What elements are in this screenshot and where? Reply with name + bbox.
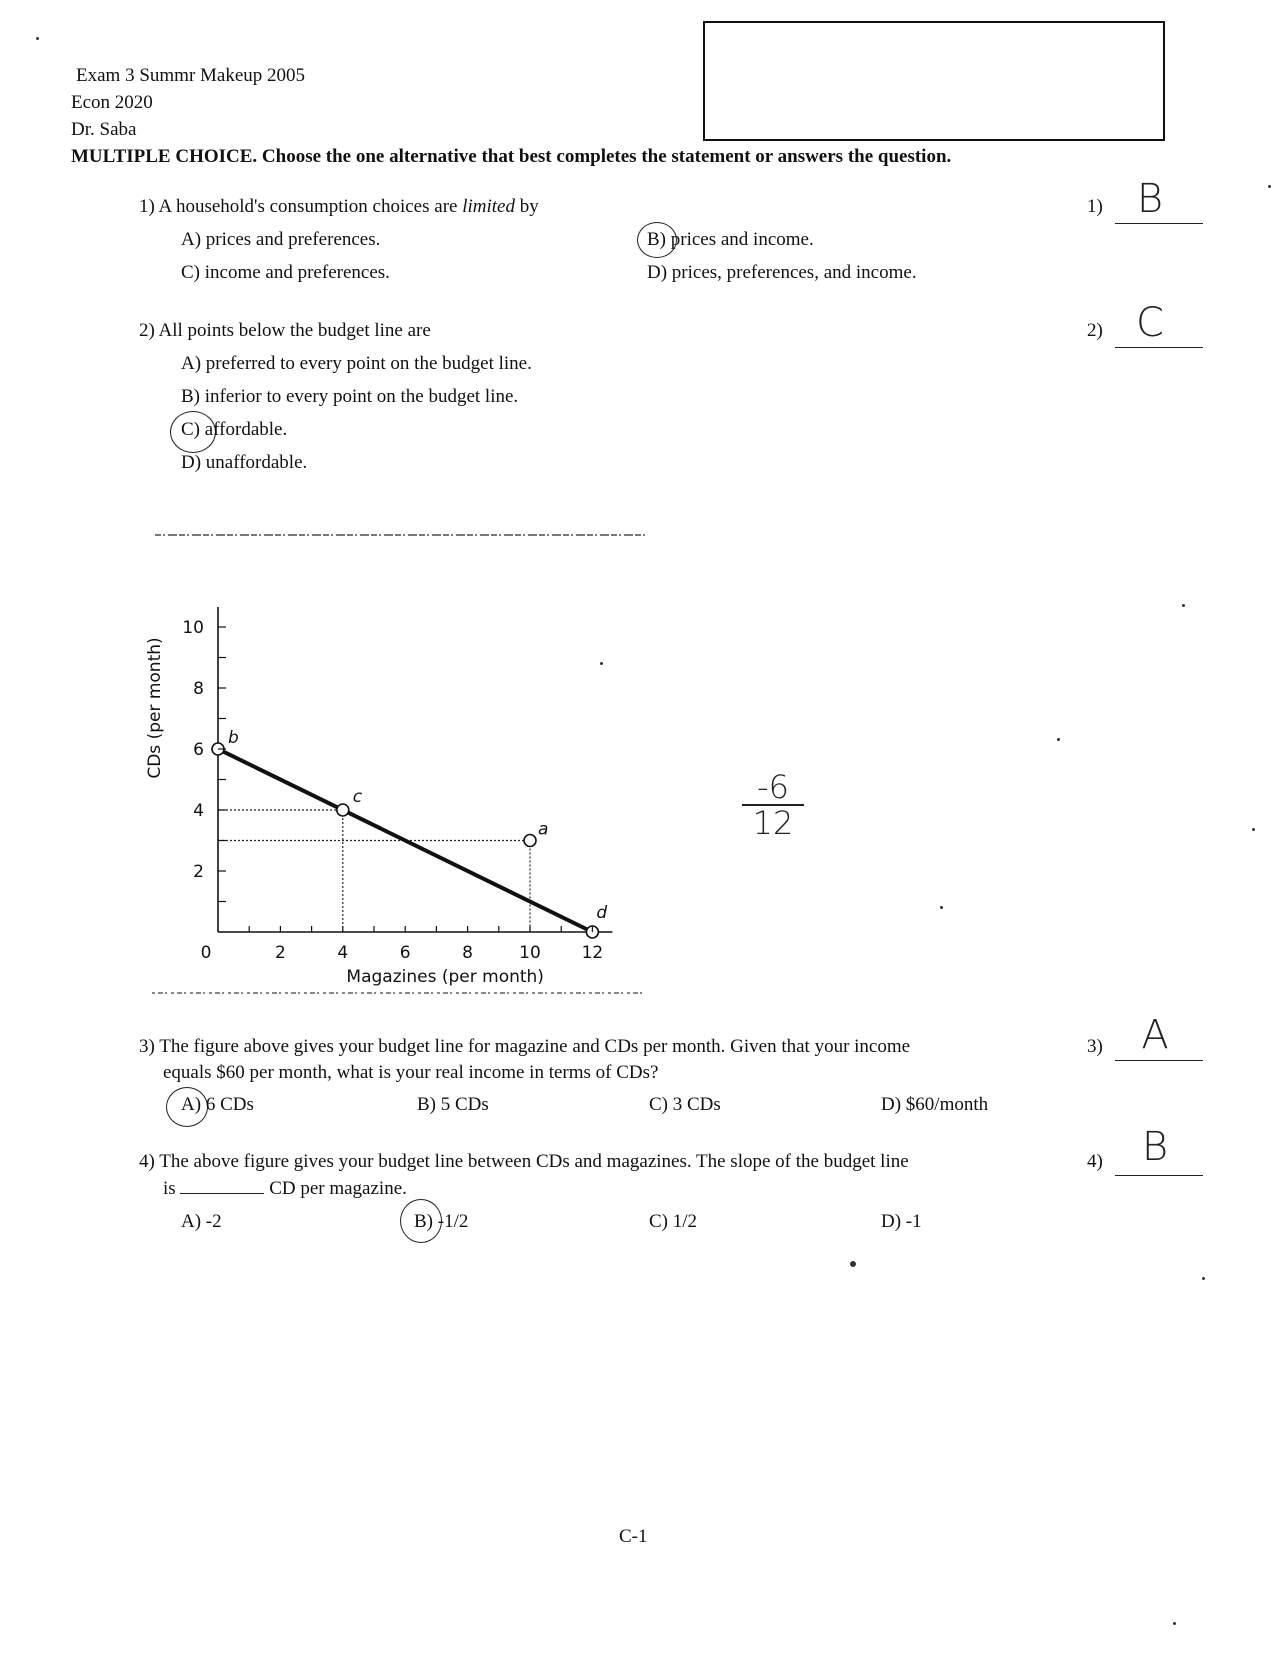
q1-option-b[interactable] xyxy=(647,229,814,251)
x-axis-label: Magazines (per month) xyxy=(346,967,544,987)
q4-option-b[interactable] xyxy=(414,1211,468,1233)
q4-option-d[interactable]: D) -1 xyxy=(881,1211,922,1232)
handwritten-fraction xyxy=(738,770,808,840)
q4-option-a[interactable]: A) -2 xyxy=(181,1211,222,1232)
y-tick-label: 6 xyxy=(193,740,204,760)
y-tick-label: 8 xyxy=(193,679,204,699)
q2-option-d[interactable]: D) unaffordable. xyxy=(181,452,308,473)
scan-speck xyxy=(1252,828,1255,831)
page-number: C-1 xyxy=(619,1526,648,1547)
stem-emphasis: limited xyxy=(462,196,515,217)
scan-speck xyxy=(1182,604,1185,607)
question-3-stem xyxy=(139,1036,910,1058)
scan-speck xyxy=(600,662,603,665)
answer-2-handwritten: C xyxy=(1136,300,1164,346)
question-number: 3) xyxy=(139,1036,155,1057)
question-number: 4) xyxy=(139,1151,155,1172)
scan-speck xyxy=(1202,1277,1205,1280)
q1-option-d[interactable]: D) prices, preferences, and income. xyxy=(647,262,917,283)
option-label: B) xyxy=(647,229,666,250)
q1-option-a[interactable]: A) prices and preferences. xyxy=(181,229,381,250)
answer-2-number: 2) xyxy=(1087,320,1103,341)
option-label: A) xyxy=(181,1094,202,1115)
y-tick-label: 4 xyxy=(193,801,204,821)
q3-option-d[interactable]: D) $60/month xyxy=(881,1094,989,1115)
point-c xyxy=(337,804,349,816)
course-name: Econ 2020 xyxy=(71,92,153,113)
q2-option-c[interactable] xyxy=(181,419,287,441)
q4-option-c[interactable]: C) 1/2 xyxy=(649,1211,698,1232)
option-text: -1/2 xyxy=(437,1211,469,1232)
question-number: 2) xyxy=(139,320,155,341)
stem-text: by xyxy=(515,196,539,217)
scan-speck xyxy=(1173,1622,1176,1625)
option-label: B) xyxy=(414,1211,433,1232)
y-tick-label: 2 xyxy=(193,862,204,882)
point-label-b: b xyxy=(228,728,239,748)
stem-text: A household's consumption choices are xyxy=(158,196,463,217)
point-a xyxy=(524,835,536,847)
scan-speck xyxy=(940,906,943,909)
q2-option-a[interactable]: A) preferred to every point on the budget line. xyxy=(181,353,532,374)
name-box xyxy=(703,21,1165,141)
answer-3-handwritten: A xyxy=(1141,1012,1169,1058)
instructor-name: Dr. Saba xyxy=(71,119,137,140)
chart-guides xyxy=(218,810,530,932)
question-3-stem-line2: equals $60 per month, what is your real income in terms of CDs? xyxy=(163,1062,659,1083)
exam-title: Exam 3 Summr Makeup 2005 xyxy=(76,65,306,86)
answer-3-number: 3) xyxy=(1087,1036,1103,1057)
scan-speck xyxy=(850,1261,856,1267)
q3-option-b[interactable]: B) 5 CDs xyxy=(417,1094,489,1115)
x-tick-label: 0 xyxy=(200,943,212,963)
chart-axes xyxy=(218,607,612,932)
option-label: C) xyxy=(181,419,200,440)
answer-4-number: 4) xyxy=(1087,1151,1103,1172)
answer-1-handwritten: B xyxy=(1136,176,1164,222)
scan-speck xyxy=(36,37,39,40)
point-label-c: c xyxy=(352,787,363,807)
scan-speck xyxy=(1057,738,1060,741)
option-text: prices and income. xyxy=(670,229,814,250)
x-tick-label: 8 xyxy=(462,943,474,963)
y-tick-label: 10 xyxy=(182,618,204,638)
x-tick-label: 12 xyxy=(581,943,604,963)
x-tick-label: 10 xyxy=(519,943,541,963)
scan-speck xyxy=(1268,185,1271,188)
x-tick-label: 4 xyxy=(337,943,349,963)
fraction-denominator: 12 xyxy=(752,804,794,842)
budget-line-chart xyxy=(140,525,660,1005)
answer-4-handwritten: B xyxy=(1141,1124,1169,1170)
question-4-stem xyxy=(139,1151,909,1173)
question-number: 1) xyxy=(139,196,155,217)
y-axis-label: CDs (per month) xyxy=(145,637,165,779)
stem-text: The figure above gives your budget line for magazine and CDs per month. Given that your income xyxy=(159,1036,911,1057)
point-label-d: d xyxy=(596,903,608,923)
q2-option-b[interactable]: B) inferior to every point on the budget line. xyxy=(181,386,519,407)
question-1-stem xyxy=(139,196,539,218)
answer-1-number: 1) xyxy=(1087,196,1103,217)
question-2-stem xyxy=(139,320,431,342)
x-tick-label: 6 xyxy=(399,943,411,963)
stem-text: is xyxy=(163,1178,176,1199)
chart-points xyxy=(212,728,607,938)
x-tick-label: 2 xyxy=(274,943,286,963)
option-text: affordable. xyxy=(204,419,288,440)
q1-option-c[interactable]: C) income and preferences. xyxy=(181,262,390,283)
fill-in-blank[interactable] xyxy=(180,1177,264,1194)
question-4-stem-line2 xyxy=(163,1177,407,1200)
stem-text: All points below the budget line are xyxy=(158,320,431,341)
fraction-numerator: -6 xyxy=(757,768,789,806)
q3-option-a[interactable] xyxy=(181,1094,254,1116)
point-label-a: a xyxy=(538,819,549,840)
chart-ticks xyxy=(182,618,603,963)
option-text: 6 CDs xyxy=(205,1094,254,1115)
stem-text: CD per magazine. xyxy=(269,1178,407,1199)
stem-text: The above figure gives your budget line between CDs and magazines. The slope of the budget line xyxy=(159,1151,909,1172)
q3-option-c[interactable]: C) 3 CDs xyxy=(649,1094,721,1115)
instructions: MULTIPLE CHOICE. Choose the one alternative that best completes the statement or answers the question. xyxy=(71,146,952,167)
